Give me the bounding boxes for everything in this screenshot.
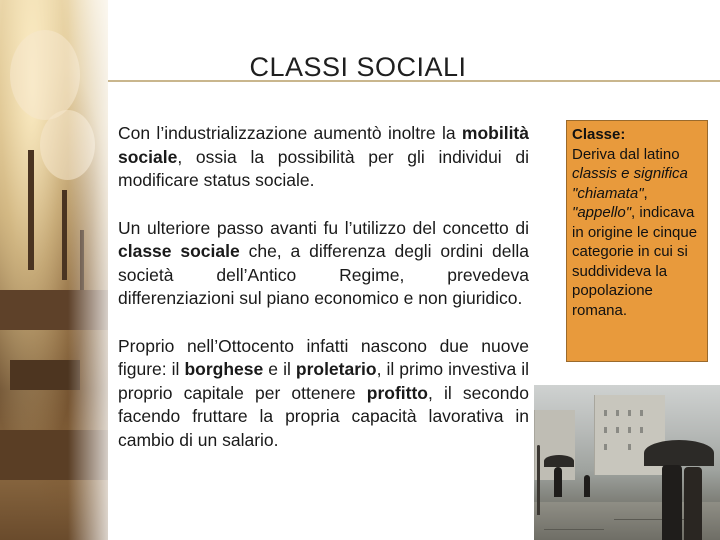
text-run: Un ulteriore passo avanti fu l’utilizzo del concetto di xyxy=(118,217,529,238)
paragraph-mobilita xyxy=(118,122,529,193)
paragraph-nuove-figure xyxy=(118,335,529,453)
bold-term: mobilità sociale xyxy=(118,123,529,167)
text-run: che, a differenza degli ordini della società dell’Antico Regime, prevedeva differenziazioni sul piano economico e non giuridico. xyxy=(118,241,529,308)
paris-street-painting-image xyxy=(534,385,720,540)
text-run: , il secondo facendo fruttare la propria capacità lavorativa in cambio di un salario. xyxy=(118,382,530,450)
industrial-painting-image xyxy=(0,0,108,540)
callout-italic: classis e significa xyxy=(572,165,688,182)
bold-term: classe sociale xyxy=(118,241,240,261)
text-run: e il xyxy=(263,359,296,379)
callout-heading: Classe: xyxy=(572,126,626,143)
callout-text: , xyxy=(643,184,648,202)
text-run: Con l’industrializzazione aumentò inoltre la xyxy=(118,123,462,143)
bold-term: profitto xyxy=(366,382,428,403)
bold-term: borghese xyxy=(184,359,264,379)
callout-text: , indicava in origine le cinque categorie in cui si suddivideva la popolazione romana. xyxy=(572,204,698,319)
text-run: Proprio nell’Ottocento infatti nascono due nuove figure: il xyxy=(118,335,529,379)
paragraph-classe-sociale xyxy=(118,217,529,311)
callout-text: Deriva dal latino xyxy=(572,145,680,163)
slide-body xyxy=(118,122,529,476)
text-run: , ossia la possibilità per gli individui di modificare status sociale. xyxy=(118,146,529,190)
callout-quote: "chiamata" xyxy=(572,184,644,202)
text-run: , il primo investiva il proprio capitale per ottenere xyxy=(118,359,529,403)
bold-term: proletario xyxy=(295,359,377,379)
definition-callout xyxy=(566,120,708,362)
slide-title: CLASSI SOCIALI xyxy=(249,52,467,82)
callout-quote: "appello" xyxy=(572,204,632,221)
